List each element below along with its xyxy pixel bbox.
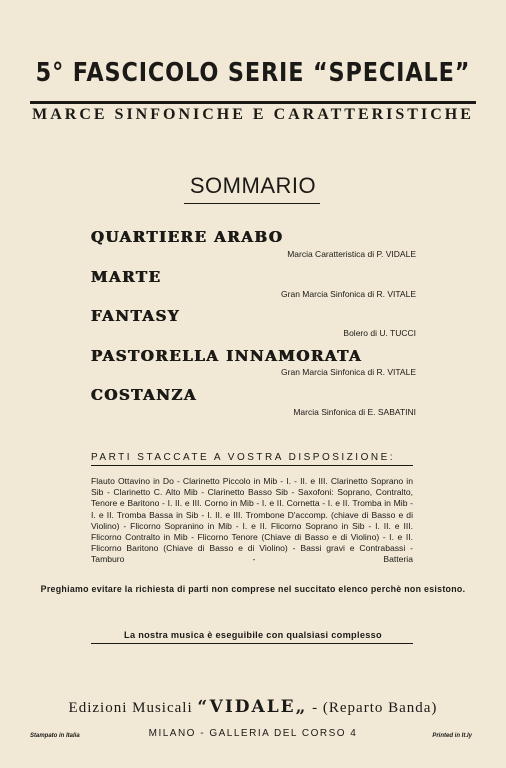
- ensemble-note-underline: [91, 643, 413, 644]
- piece-subtitle: Marcia Caratteristica di P. VIDALE: [287, 249, 416, 259]
- parts-list: Flauto Ottavino in Do - Clarinetto Piccolo in Mib - I. - II. e III. Clarinetto Soprano in Sib - Clarinetto C. Alto Mib - Clarinetto Basso Sib - Saxofoni: Soprano, Contralto, Tenore e Baritono - I. II. e III. Corno in Mib - I. e II. Cornetta - I. e II. Tromba in Mib - I. e II. Tromba Bassa in Sib - I. II. e III. Trombone D'accomp. (chiave di Basso e di Violino) - Flicorno Sopranino in Mib - I. e II. Flicorno Soprano in Sib - I. II. e III. Flicorno Contralto in Mib - Flicorno Tenore (Chiave di Basso e di Violino) - I. e II. Flicorno Baritono (Chiave di Basso e di Violino) - Bassi gravi e Contrabassi - Tamburo - Batteria: [91, 476, 413, 565]
- piece-title: COSTANZA: [91, 386, 198, 404]
- publisher-line: [0, 697, 506, 717]
- piece-title: PASTORELLA INNAMORATA: [91, 347, 363, 365]
- publisher-brand: “VIDALE„: [197, 697, 308, 717]
- parts-heading: PARTI STACCATE A VOSTRA DISPOSIZIONE:: [91, 452, 396, 463]
- title-divider: [30, 101, 476, 104]
- piece-subtitle: Marcia Sinfonica di E. SABATINI: [293, 407, 416, 417]
- parts-heading-underline: [91, 465, 413, 466]
- printed-in-italy-note: Stampato in Italia: [30, 733, 80, 739]
- series-subtitle: MARCE SINFONICHE E CARATTERISTICHE: [32, 106, 474, 123]
- summary-heading-underline: [184, 203, 320, 204]
- piece-subtitle: Gran Marcia Sinfonica di R. VITALE: [281, 367, 416, 377]
- piece-title: FANTASY: [91, 307, 181, 325]
- piece-subtitle: Gran Marcia Sinfonica di R. VITALE: [281, 289, 416, 299]
- publisher-suffix: - (Reparto Banda): [312, 700, 438, 716]
- piece-title: QUARTIERE ARABO: [91, 228, 284, 246]
- request-note: Preghiamo evitare la richiesta di parti non comprese nel succitato elenco perchè non esistono.: [40, 584, 466, 594]
- piece-title: MARTE: [91, 268, 162, 286]
- ensemble-note: La nostra musica è eseguibile con qualsiasi complesso: [124, 630, 382, 640]
- publisher-prefix: Edizioni Musicali: [68, 700, 193, 716]
- summary-heading: SOMMARIO: [189, 173, 317, 198]
- piece-subtitle: Bolero di U. TUCCI: [343, 328, 416, 338]
- printed-in-note: Printed in It.ly: [432, 733, 472, 739]
- series-title: 5° FASCICOLO SERIE “SPECIALE”: [35, 58, 471, 88]
- publisher-address: MILANO - GALLERIA DEL CORSO 4: [148, 728, 358, 739]
